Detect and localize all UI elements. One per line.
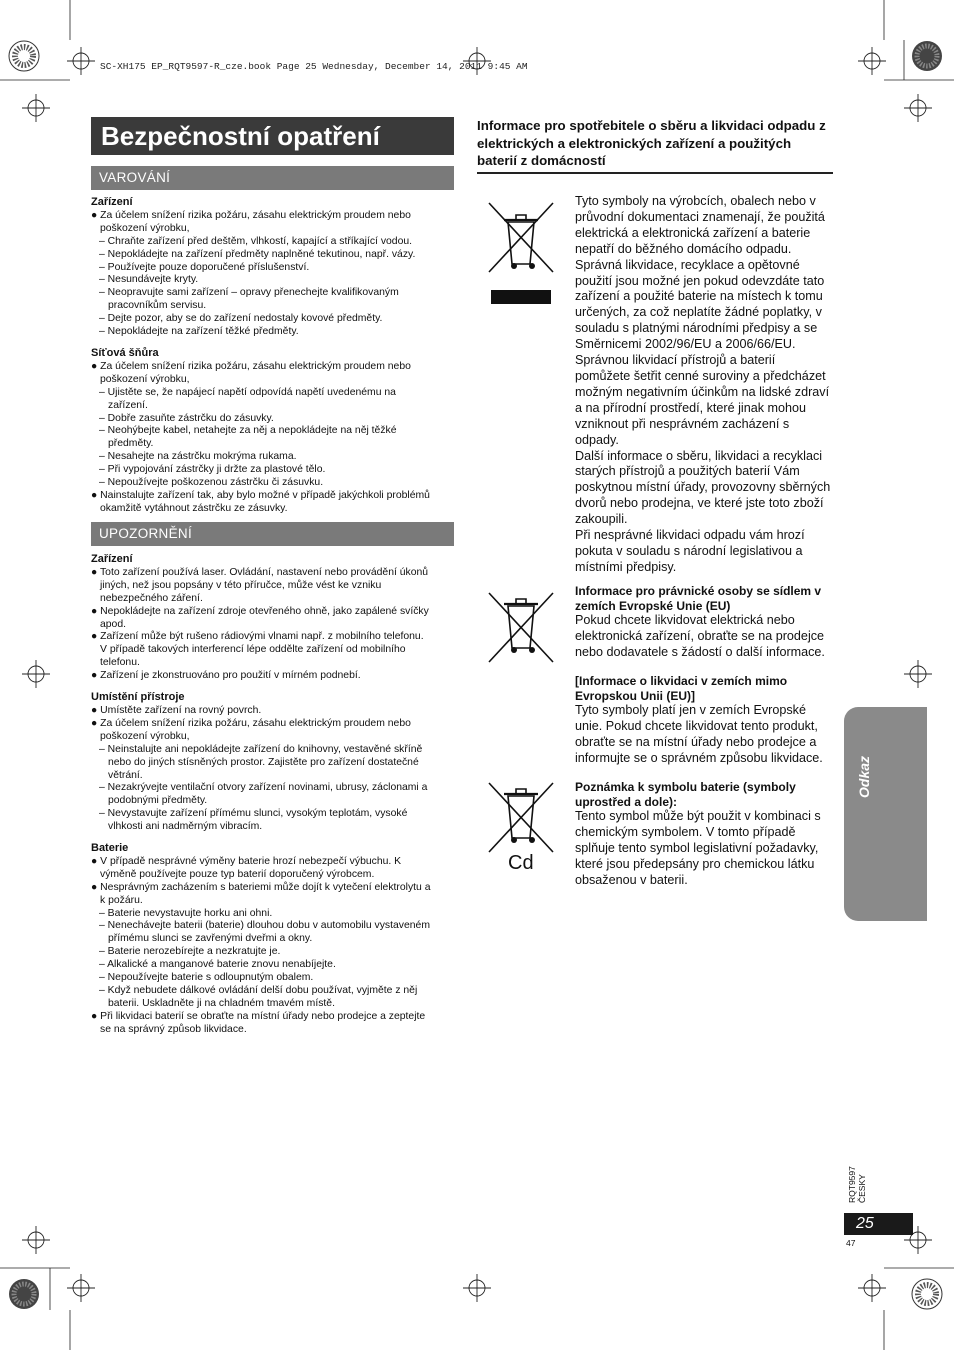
list-line: – Nepokládejte na zařízení těžké předměty. <box>99 326 299 338</box>
list-line: – Ujistěte se, že napájecí napětí odpovídá napětí uvedenému na <box>99 386 396 398</box>
list-line: okamžitě vytáhnout zástrčku ze zásuvky. <box>100 502 288 514</box>
list-line: zařízení. <box>108 399 148 411</box>
battery-note-text: Tento symbol může být použit v kombinaci s chemickým symbolem. V tomto případě splňuje tento symbol legislativní požadavky, které jsou předepsány pro chemickou látku obsaženou v baterii. <box>575 809 821 887</box>
crossed-bin-icon <box>486 590 556 666</box>
disposal-paragraph: Správnou likvidací přístrojů a baterií pomůžete šetřit cenné suroviny a předcházet možným negativním účinkům na lidské zdraví a na přírodní prostředí, které jinak mohou vzniknout při nesprávném zacházení s odpady. <box>575 353 830 447</box>
crossed-bin-icon <box>486 200 556 310</box>
list-line: ● Nainstalujte zařízení tak, aby bylo možné v případě jakýchkoli problémů <box>91 489 430 501</box>
list-line: baterii. Uskladněte ji na chladném tmavém místě. <box>108 997 335 1009</box>
battery-note-heading: Poznámka k symbolu baterie (symboly uprostřed a dole): <box>575 780 796 809</box>
disposal-paragraph: Při nesprávné likvidaci odpadu vám hrozí pokuta v souladu s národní legislativou a místními předpisy. <box>575 528 805 574</box>
list-line: – Neopravujte sami zařízení – opravy přenechejte kvalifikovaným <box>99 287 399 299</box>
list-line: ● V případě nesprávné výměny baterie hrozí nebezpečí výbuchu. K <box>91 855 402 867</box>
warning-device-list <box>91 210 454 339</box>
section-tab-label: Odkaz <box>856 755 872 798</box>
list-line: – Baterie nerozebírejte a nezkratujte je. <box>99 946 281 958</box>
caution-placement-list <box>91 705 454 834</box>
page-number: 25 <box>844 1213 913 1235</box>
list-line: k požáru. <box>100 894 143 906</box>
sub-page-number: 47 <box>846 1238 856 1248</box>
list-line: apod. <box>100 618 127 630</box>
list-line: přímému slunci se zavřenými dveřmi a okny. <box>108 933 313 945</box>
list-line: nebezpečného záření. <box>100 592 203 604</box>
disposal-paragraph: Další informace o sběru, likvidaci a recyklaci starých přístrojů a použitých baterií Vám poskytnou místní úřady, provozovny sběrných dvorů nebo prodejna, ve které jste toto zboží zakoupili. <box>575 448 831 527</box>
list-line: výměně používejte pouze typ baterií doporučený výrobcem. <box>100 868 375 880</box>
list-line: – Nezakrývejte ventilační otvory zařízení novinami, ubrusy, záclonami a <box>99 782 428 794</box>
list-line: se na správný způsob likvidace. <box>100 1023 247 1035</box>
warning-device-heading: Zařízení <box>91 196 133 208</box>
list-line: – Dejte pozor, aby se do zařízení nedostaly kovové předměty. <box>99 313 383 325</box>
battery-note-section <box>575 780 833 889</box>
list-line: telefonu. <box>100 657 140 669</box>
language-text: ČESKY <box>857 1174 867 1203</box>
caution-section-label: UPOZORNĚNÍ <box>91 522 454 546</box>
list-line: ● Zařízení je zkonstruováno pro použití v mírném podnebí. <box>91 670 361 682</box>
list-line: ● Zařízení může být rušeno rádiovými vlnami např. z mobilního telefonu. <box>91 631 424 643</box>
list-line: ● Umístěte zařízení na rovný povrch. <box>91 704 262 716</box>
outside-eu-text: Tyto symboly platí jen v zemích Evropské unie. Pokud chcete likvidovat tento produkt, obraťte se na místní úřady nebo prodejce a informujte se o správném způsobu likvidace. <box>575 703 823 765</box>
doc-code-text: RQT9597 <box>847 1166 857 1203</box>
warning-cord-list <box>91 361 454 516</box>
section-tab <box>844 707 927 921</box>
caution-placement-heading: Umístění přístroje <box>91 691 185 704</box>
list-line: – Nepokládejte na zařízení předměty naplněné tekutinou, např. vázy. <box>99 248 416 260</box>
list-line: ● Při likvidaci baterií se obraťte na místní úřady nebo prodejce a zeptejte <box>91 1010 426 1022</box>
list-line: větrání. <box>108 769 143 781</box>
list-line: ● Za účelem snížení rizika požáru, zásahu elektrickým proudem nebo <box>91 717 411 729</box>
list-line: poškození výrobku, <box>100 373 190 385</box>
caution-battery-list <box>91 856 454 1037</box>
list-line: ● Za účelem snížení rizika požáru, zásahu elektrickým proudem nebo <box>91 360 411 372</box>
list-line: – Baterie nevystavujte horku ani ohni. <box>99 907 273 919</box>
outside-eu-section <box>575 674 833 767</box>
list-line: – Dobře zasuňte zástrčku do zásuvky. <box>99 412 274 424</box>
caution-battery-heading: Baterie <box>91 842 129 855</box>
caution-device-list <box>91 567 454 683</box>
battery-bin-icon <box>486 780 556 856</box>
warning-section-label: VAROVÁNÍ <box>91 166 454 190</box>
list-line: – Nevystavujte zařízení přímému slunci, vysokým teplotám, vysoké <box>99 808 408 820</box>
list-line: – Nesahejte na zástrčku mokrýma rukama. <box>99 451 297 463</box>
list-line: ● Toto zařízení používá laser. Ovládání, nastavení nebo provádění úkonů <box>91 566 429 578</box>
list-line: podobnými předměty. <box>108 795 208 807</box>
disposal-body <box>575 194 833 576</box>
legal-entities-heading: Informace pro právnické osoby se sídlem v zemích Evropské Unie (EU) <box>575 584 822 613</box>
list-line: – Nesundávejte kryty. <box>99 274 199 286</box>
outside-eu-heading: [Informace o likvidaci v zemích mimo Evropskou Unii (EU)] <box>575 674 788 703</box>
list-line: – Nepoužívejte baterie s odloupnutým obalem. <box>99 972 314 984</box>
caution-device-heading: Zařízení <box>91 553 133 565</box>
list-line: pracovníkům servisu. <box>108 300 207 312</box>
list-line: – Nepoužívejte poškozenou zástrčku či zásuvku. <box>99 477 324 489</box>
legal-entities-text: Pokud chcete likvidovat elektrická nebo elektronická zařízení, obraťte se na prodejce nebo dodavatele s žádostí o další informace. <box>575 613 825 659</box>
warning-section <box>91 196 454 516</box>
list-line: – Alkalické a manganové baterie znovu nenabíjejte. <box>99 959 336 971</box>
page-title: Bezpečnostní opatření <box>91 117 454 155</box>
list-line: ● Nepokládejte na zařízení zdroje otevřeného ohně, jako zapálené svíčky <box>91 605 429 617</box>
list-line: – Když nebudete dálkové ovládání delší dobu používat, vyjměte z něj <box>99 985 418 996</box>
cadmium-symbol: Cd <box>508 852 534 874</box>
list-line: poškození výrobku, <box>100 730 190 742</box>
list-line: – Chraňte zařízení před deštěm, vlhkostí, kapající a stříkající vodou. <box>99 235 413 247</box>
disposal-paragraph: Tyto symboly na výrobcích, obalech nebo v průvodní dokumentaci znamenají, že použitá elektrická a elektronická zařízení a baterie nepatří do běžného domácího odpadu. Správná likvidace, recyklace a opětovné použití jsou možné jen pokud odevzdáte tato zařízení a použité baterie na místech k tomu určených, za což neplatíte žádné poplatky, v souladu s platnými národními předpisy a se Směrnicemi 2002/96/EU a 2006/66/EU. <box>575 194 825 352</box>
list-line: jiných, než jsou popsány v této příručce, může vést ke vzniku <box>100 579 382 591</box>
list-line: – Při vypojování zástrčky ji držte za plastové tělo. <box>99 464 326 476</box>
list-line: poškození výrobku, <box>100 222 190 234</box>
list-line: ● Za účelem snížení rizika požáru, zásahu elektrickým proudem nebo <box>91 209 411 221</box>
list-line: V případě takových interferencí lépe oddělte zařízení od mobilního <box>100 644 406 656</box>
list-line: – Používejte pouze doporučené příslušenství. <box>99 261 310 273</box>
list-line: – Neinstalujte ani nepokládejte zařízení do knihovny, vestavěné skříně <box>99 743 423 755</box>
warning-cord-heading: Síťová šňůra <box>91 346 159 359</box>
disposal-title: Informace pro spotřebitele o sběru a likvidaci odpadu z elektrických a elektronických zařízení a použitých baterií z domácností <box>477 118 826 168</box>
list-line: – Nenechávejte baterii (baterie) dlouhou dobu v automobilu vystaveném <box>99 920 430 932</box>
title-divider <box>477 172 833 174</box>
list-line: ● Nesprávným zacházením s bateriemi může dojít k vytečení elektrolytu a <box>91 881 431 893</box>
print-header: SC-XH175 EP_RQT9597-R_cze.book Page 25 Wednesday, December 14, 2011 9:45 AM <box>100 61 528 72</box>
list-line: nebo do jiných stísněných prostor. Zajistěte pro zařízení dostatečné <box>108 756 419 768</box>
list-line: – Neohýbejte kabel, netahejte za něj a nepokládejte na něj těžké <box>99 425 397 437</box>
document-code <box>847 1166 867 1203</box>
list-line: vlhkosti ani nadměrným vibracím. <box>108 821 263 833</box>
caution-section <box>91 553 454 1037</box>
list-line: předměty. <box>108 438 154 450</box>
legal-entities-section <box>575 584 833 661</box>
